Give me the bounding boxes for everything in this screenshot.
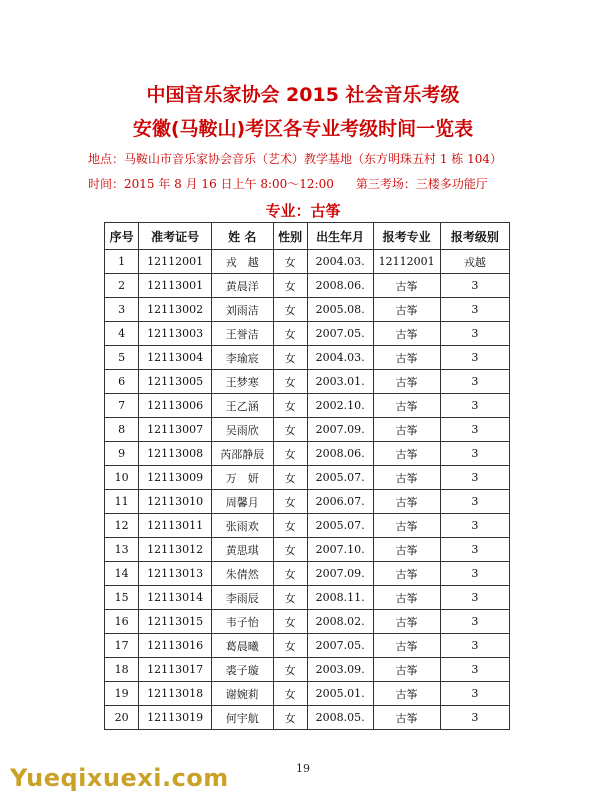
header-major: 报考专业 — [373, 223, 440, 250]
cell-exam-id: 12113009 — [139, 466, 212, 490]
cell-major: 古筝 — [373, 322, 440, 346]
cell-level: 3 — [440, 586, 509, 610]
cell-exam-id: 12113015 — [139, 610, 212, 634]
cell-major: 古筝 — [373, 682, 440, 706]
cell-exam-id: 12113007 — [139, 418, 212, 442]
cell-name: 吴雨欣 — [211, 418, 273, 442]
cell-birth: 2005.08. — [307, 298, 373, 322]
cell-level: 戎越 — [440, 250, 509, 274]
table-row — [105, 466, 510, 490]
cell-exam-id: 12113018 — [139, 682, 212, 706]
table-row — [105, 250, 510, 274]
header-name: 姓 名 — [211, 223, 273, 250]
cell-index: 16 — [105, 610, 139, 634]
cell-major: 古筝 — [373, 298, 440, 322]
cell-index: 7 — [105, 394, 139, 418]
cell-gender: 女 — [273, 466, 307, 490]
cell-birth: 2004.03. — [307, 346, 373, 370]
cell-birth: 2007.09. — [307, 562, 373, 586]
cell-exam-id: 12113014 — [139, 586, 212, 610]
cell-exam-id: 12113010 — [139, 490, 212, 514]
cell-name: 何宇航 — [211, 706, 273, 730]
cell-birth: 2008.06. — [307, 274, 373, 298]
cell-level: 3 — [440, 466, 509, 490]
cell-index: 13 — [105, 538, 139, 562]
cell-name: 葛晨曦 — [211, 634, 273, 658]
cell-exam-id: 12113012 — [139, 538, 212, 562]
title-line-2: 安徽(马鞍山)考区各专业考级时间一览表 — [132, 118, 474, 140]
cell-level: 3 — [440, 706, 509, 730]
table-row — [105, 538, 510, 562]
cell-index: 17 — [105, 634, 139, 658]
cell-level: 3 — [440, 610, 509, 634]
cell-gender: 女 — [273, 322, 307, 346]
cell-exam-id: 12112001 — [139, 250, 212, 274]
site-watermark: Yueqixuexi.com — [10, 764, 229, 792]
cell-birth: 2007.09. — [307, 418, 373, 442]
cell-index: 1 — [105, 250, 139, 274]
cell-birth: 2008.05. — [307, 706, 373, 730]
cell-major: 古筝 — [373, 658, 440, 682]
table-header-row — [105, 223, 510, 250]
cell-major: 古筝 — [373, 490, 440, 514]
cell-birth: 2008.06. — [307, 442, 373, 466]
cell-index: 3 — [105, 298, 139, 322]
cell-level: 3 — [440, 634, 509, 658]
cell-birth: 2008.11. — [307, 586, 373, 610]
cell-gender: 女 — [273, 706, 307, 730]
cell-level: 3 — [440, 418, 509, 442]
cell-index: 6 — [105, 370, 139, 394]
header-exam-id: 准考证号 — [139, 223, 212, 250]
cell-gender: 女 — [273, 658, 307, 682]
cell-major: 古筝 — [373, 610, 440, 634]
cell-index: 5 — [105, 346, 139, 370]
cell-name: 周馨月 — [211, 490, 273, 514]
cell-index: 10 — [105, 466, 139, 490]
cell-gender: 女 — [273, 682, 307, 706]
cell-birth: 2007.05. — [307, 634, 373, 658]
cell-gender: 女 — [273, 610, 307, 634]
table-row — [105, 370, 510, 394]
table-row — [105, 274, 510, 298]
cell-index: 20 — [105, 706, 139, 730]
cell-major: 古筝 — [373, 370, 440, 394]
cell-gender: 女 — [273, 418, 307, 442]
cell-level: 3 — [440, 514, 509, 538]
room-text: 第三考场：三楼多功能厅 — [355, 177, 488, 191]
cell-exam-id: 12113001 — [139, 274, 212, 298]
cell-name: 王誉洁 — [211, 322, 273, 346]
cell-level: 3 — [440, 394, 509, 418]
cell-major: 古筝 — [373, 466, 440, 490]
cell-name: 裘子璇 — [211, 658, 273, 682]
cell-name: 韦子怡 — [211, 610, 273, 634]
cell-name: 谢婉莉 — [211, 682, 273, 706]
cell-index: 8 — [105, 418, 139, 442]
cell-name: 李雨辰 — [211, 586, 273, 610]
cell-level: 3 — [440, 298, 509, 322]
cell-birth: 2005.01. — [307, 682, 373, 706]
cell-level: 3 — [440, 490, 509, 514]
cell-major: 古筝 — [373, 538, 440, 562]
table-row — [105, 586, 510, 610]
cell-major: 古筝 — [373, 634, 440, 658]
cell-index: 14 — [105, 562, 139, 586]
cell-index: 19 — [105, 682, 139, 706]
cell-index: 12 — [105, 514, 139, 538]
cell-gender: 女 — [273, 634, 307, 658]
cell-name: 戎 越 — [211, 250, 273, 274]
header-index: 序号 — [105, 223, 139, 250]
header-level: 报考级别 — [440, 223, 509, 250]
cell-name: 万 妍 — [211, 466, 273, 490]
cell-gender: 女 — [273, 490, 307, 514]
cell-gender: 女 — [273, 250, 307, 274]
cell-major: 古筝 — [373, 514, 440, 538]
cell-gender: 女 — [273, 586, 307, 610]
cell-name: 张雨欢 — [211, 514, 273, 538]
cell-birth: 2005.07. — [307, 514, 373, 538]
cell-gender: 女 — [273, 514, 307, 538]
cell-name: 黄晨洋 — [211, 274, 273, 298]
table-row — [105, 322, 510, 346]
cell-major: 古筝 — [373, 586, 440, 610]
cell-name: 王乙涵 — [211, 394, 273, 418]
cell-index: 11 — [105, 490, 139, 514]
time-room-line — [88, 175, 488, 192]
cell-gender: 女 — [273, 370, 307, 394]
page-number: 19 — [296, 762, 310, 775]
cell-major: 12112001 — [373, 250, 440, 274]
cell-gender: 女 — [273, 346, 307, 370]
cell-birth: 2002.10. — [307, 394, 373, 418]
header-gender: 性别 — [273, 223, 307, 250]
cell-level: 3 — [440, 274, 509, 298]
location-text: 地点：马鞍山市音乐家协会音乐（艺术）教学基地（东方明珠五村 1 栋 104） — [88, 152, 502, 166]
time-text: 时间：2015 年 8 月 16 日上午 8:00～12:00 — [88, 177, 334, 191]
cell-gender: 女 — [273, 562, 307, 586]
table-row — [105, 706, 510, 730]
schedule-table — [104, 222, 510, 730]
cell-major: 古筝 — [373, 346, 440, 370]
cell-birth: 2003.09. — [307, 658, 373, 682]
cell-name: 王梦寒 — [211, 370, 273, 394]
cell-name: 李瑜宸 — [211, 346, 273, 370]
table-row — [105, 490, 510, 514]
cell-birth: 2007.10. — [307, 538, 373, 562]
cell-major: 古筝 — [373, 394, 440, 418]
cell-level: 3 — [440, 346, 509, 370]
cell-name: 黄思琪 — [211, 538, 273, 562]
cell-level: 3 — [440, 562, 509, 586]
cell-major: 古筝 — [373, 418, 440, 442]
cell-name: 芮邵静辰 — [211, 442, 273, 466]
cell-level: 3 — [440, 682, 509, 706]
cell-gender: 女 — [273, 394, 307, 418]
table-row — [105, 682, 510, 706]
cell-name: 刘雨洁 — [211, 298, 273, 322]
cell-gender: 女 — [273, 442, 307, 466]
table-row — [105, 658, 510, 682]
cell-level: 3 — [440, 322, 509, 346]
cell-name: 朱倩然 — [211, 562, 273, 586]
table-row — [105, 634, 510, 658]
cell-exam-id: 12113016 — [139, 634, 212, 658]
major-heading: 专业：古筝 — [265, 202, 341, 220]
cell-birth: 2003.01. — [307, 370, 373, 394]
table-row — [105, 442, 510, 466]
cell-gender: 女 — [273, 274, 307, 298]
cell-major: 古筝 — [373, 706, 440, 730]
table-row — [105, 610, 510, 634]
cell-exam-id: 12113006 — [139, 394, 212, 418]
cell-exam-id: 12113017 — [139, 658, 212, 682]
cell-exam-id: 12113004 — [139, 346, 212, 370]
table-row — [105, 418, 510, 442]
cell-index: 4 — [105, 322, 139, 346]
header-birth: 出生年月 — [307, 223, 373, 250]
cell-major: 古筝 — [373, 442, 440, 466]
cell-birth: 2005.07. — [307, 466, 373, 490]
table-row — [105, 514, 510, 538]
table-row — [105, 394, 510, 418]
cell-exam-id: 12113003 — [139, 322, 212, 346]
cell-level: 3 — [440, 442, 509, 466]
cell-index: 9 — [105, 442, 139, 466]
cell-birth: 2007.05. — [307, 322, 373, 346]
cell-index: 2 — [105, 274, 139, 298]
cell-birth: 2006.07. — [307, 490, 373, 514]
cell-major: 古筝 — [373, 562, 440, 586]
cell-index: 15 — [105, 586, 139, 610]
cell-level: 3 — [440, 538, 509, 562]
table-row — [105, 346, 510, 370]
cell-exam-id: 12113008 — [139, 442, 212, 466]
cell-exam-id: 12113013 — [139, 562, 212, 586]
cell-major: 古筝 — [373, 274, 440, 298]
cell-birth: 2004.03. — [307, 250, 373, 274]
cell-level: 3 — [440, 370, 509, 394]
cell-gender: 女 — [273, 298, 307, 322]
cell-birth: 2008.02. — [307, 610, 373, 634]
cell-exam-id: 12113002 — [139, 298, 212, 322]
cell-level: 3 — [440, 658, 509, 682]
cell-exam-id: 12113011 — [139, 514, 212, 538]
cell-index: 18 — [105, 658, 139, 682]
table-row — [105, 298, 510, 322]
cell-exam-id: 12113005 — [139, 370, 212, 394]
cell-gender: 女 — [273, 538, 307, 562]
cell-exam-id: 12113019 — [139, 706, 212, 730]
title-line-1: 中国音乐家协会 2015 社会音乐考级 — [146, 84, 460, 106]
table-row — [105, 562, 510, 586]
